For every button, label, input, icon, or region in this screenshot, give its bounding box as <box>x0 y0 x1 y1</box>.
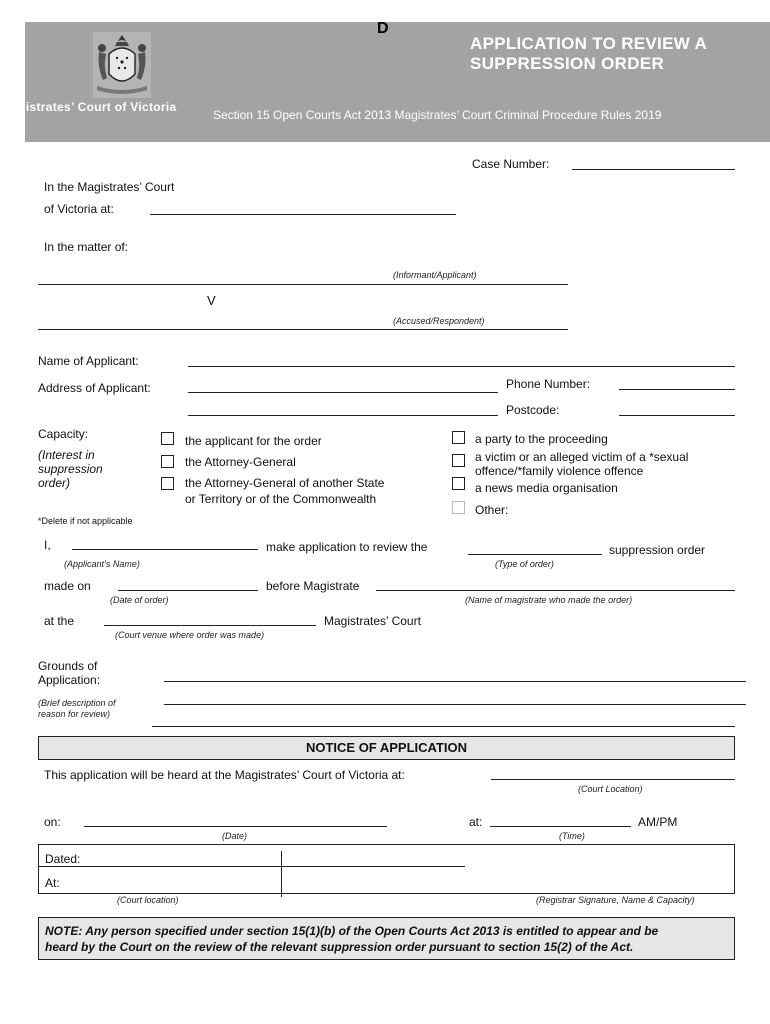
informant-caption: (Informant/Applicant) <box>393 270 477 280</box>
heard-at-text: This application will be heard at the Magistrates’ Court of Victoria at: <box>44 768 405 782</box>
suppression-order-text: suppression order <box>609 543 706 557</box>
grounds-label-line2: Application: <box>38 673 101 687</box>
grounds-field-1[interactable] <box>164 681 746 682</box>
court-venue-field[interactable] <box>104 625 316 626</box>
magistrate-name-caption: (Name of magistrate who made the order) <box>465 595 633 605</box>
checkbox-attorney-general-other-state[interactable] <box>161 477 174 490</box>
hearing-location-caption: (Court Location) <box>578 784 643 794</box>
hearing-date-field[interactable] <box>84 826 387 827</box>
form-title-line2: SUPPRESSION ORDER <box>470 54 665 73</box>
grounds-caption-line1: (Brief description of <box>38 698 116 708</box>
at-the-label: at the <box>44 614 75 628</box>
postcode-label: Postcode: <box>506 403 560 417</box>
order-date-field[interactable] <box>118 590 258 591</box>
on-label: on: <box>44 815 61 829</box>
phone-label: Phone Number: <box>506 377 591 391</box>
phone-field[interactable] <box>619 389 735 390</box>
capacity-label: Capacity: <box>38 427 89 441</box>
registrar-caption: (Registrar Signature, Name & Capacity) <box>536 895 695 905</box>
checkbox-other[interactable] <box>452 501 465 514</box>
option-applicant: the applicant for the order <box>185 434 322 448</box>
make-application-text: make application to review the <box>266 540 428 554</box>
form-header <box>1 20 770 142</box>
accused-caption: (Accused/Respondent) <box>393 316 485 326</box>
before-magistrate-label: before Magistrate <box>266 579 360 593</box>
court-location-field[interactable] <box>150 214 456 215</box>
delete-note: *Delete if not applicable <box>38 516 133 526</box>
dated-label: Dated: <box>45 852 81 866</box>
option-attorney-general-other-state-line1: the Attorney-General of another State <box>185 476 385 490</box>
hearing-time-field[interactable] <box>490 826 631 827</box>
applicant-name-label: Name of Applicant: <box>38 354 139 368</box>
case-number-field[interactable] <box>572 169 735 170</box>
grounds-caption-line2: reason for review) <box>38 709 111 719</box>
form-code: D <box>377 20 389 37</box>
order-type-field[interactable] <box>468 554 602 555</box>
notice-heading: NOTICE OF APPLICATION <box>38 736 735 760</box>
postcode-field[interactable] <box>619 415 735 416</box>
order-date-caption: (Date of order) <box>110 595 169 605</box>
court-location-caption: (Court location) <box>117 895 179 905</box>
capacity-note-line1: (Interest in <box>38 448 95 462</box>
magistrate-name-field[interactable] <box>376 590 735 591</box>
grounds-field-2[interactable] <box>164 704 746 705</box>
order-type-caption: (Type of order) <box>495 559 554 569</box>
capacity-note-line2: suppression <box>38 462 103 476</box>
case-number-label: Case Number: <box>472 157 550 171</box>
checkbox-victim[interactable] <box>452 454 465 467</box>
dated-field[interactable] <box>38 866 465 867</box>
applicant-address-field-2[interactable] <box>188 415 498 416</box>
i-label: I, <box>44 538 51 552</box>
checkbox-applicant[interactable] <box>161 432 174 445</box>
note-line1: NOTE: Any person specified under section 15(1)(b) of the Open Courts Act 2013 is entitled to appear and be <box>45 924 659 938</box>
made-on-label: made on <box>44 579 91 593</box>
court-label-line1: In the Magistrates’ Court <box>44 180 175 194</box>
option-victim-line1: a victim or an alleged victim of a *sexual <box>475 450 689 464</box>
court-label-line2: of Victoria at: <box>44 202 114 216</box>
accused-field[interactable] <box>38 329 568 330</box>
option-other: Other: <box>475 503 509 517</box>
ampm-label: AM/PM <box>638 815 678 829</box>
magistrates-court-text: Magistrates’ Court <box>324 614 421 628</box>
applicant-address-label: Address of Applicant: <box>38 381 151 395</box>
hearing-time-caption: (Time) <box>559 831 585 841</box>
dated-box <box>38 844 735 894</box>
capacity-note-line3: order) <box>38 476 71 490</box>
checkbox-attorney-general[interactable] <box>161 455 174 468</box>
form-title-line1: APPLICATION TO REVIEW A <box>470 34 708 53</box>
applicant-address-field-1[interactable] <box>188 392 498 393</box>
applicant-name-statement-field[interactable] <box>72 549 258 550</box>
at-time-label: at: <box>469 815 483 829</box>
note-line2: heard by the Court on the review of the relevant suppression order pursuant to section 15(2) of the Act. <box>45 940 634 954</box>
legislation-reference: Section 15 Open Courts Act 2013 Magistrates’ Court Criminal Procedure Rules 2019 <box>213 108 662 122</box>
applicant-name-field[interactable] <box>188 366 735 367</box>
option-attorney-general-other-state-line2: or Territory or of the Commonwealth <box>185 492 377 506</box>
grounds-field-3[interactable] <box>152 726 735 727</box>
option-party: a party to the proceeding <box>475 432 608 446</box>
court-venue-caption: (Court venue where order was made) <box>115 630 265 640</box>
at-court-label: At: <box>45 876 60 890</box>
matter-label: In the matter of: <box>44 240 129 254</box>
option-news-media: a news media organisation <box>475 481 618 495</box>
checkbox-news-media[interactable] <box>452 477 465 490</box>
dated-box-divider <box>281 851 282 897</box>
coat-of-arms-logo <box>93 32 151 98</box>
applicant-name-caption: (Applicant’s Name) <box>64 559 140 569</box>
court-name: Magistrates’ Court of Victoria <box>1 100 177 114</box>
checkbox-party[interactable] <box>452 431 465 444</box>
option-attorney-general: the Attorney-General <box>185 455 296 469</box>
grounds-label-line1: Grounds of <box>38 659 98 673</box>
hearing-location-field[interactable] <box>491 779 735 780</box>
option-victim-line2: offence/*family violence offence <box>475 464 644 478</box>
informant-field[interactable] <box>38 284 568 285</box>
hearing-date-caption: (Date) <box>222 831 248 841</box>
versus-label: V <box>207 293 216 308</box>
